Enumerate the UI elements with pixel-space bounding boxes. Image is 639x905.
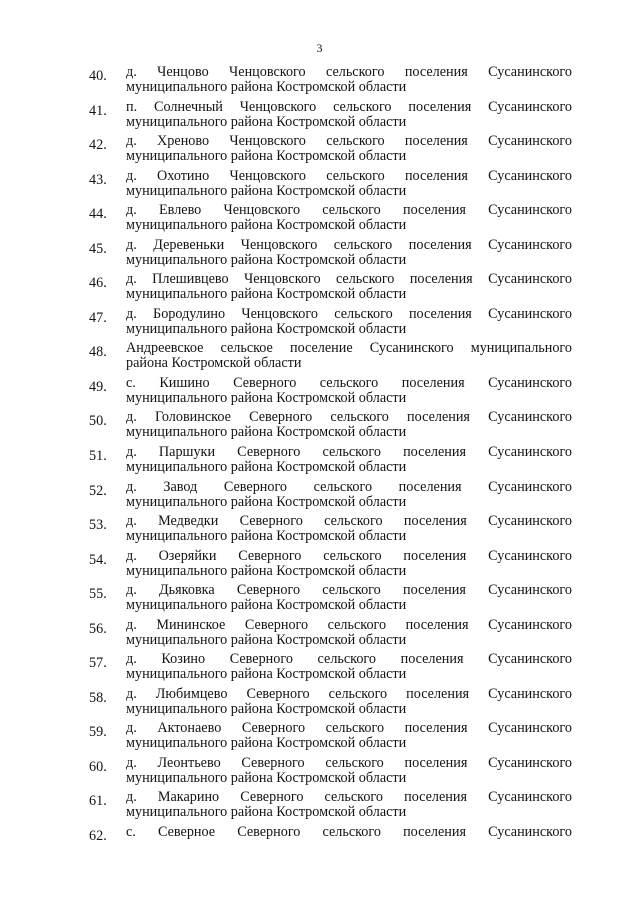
- item-text-line2: муниципального района Костромской области: [126, 148, 407, 165]
- item-text-line2: муниципального района Костромской области: [126, 459, 407, 476]
- item-number: 50.: [89, 413, 107, 430]
- item-text-line1: д. Завод Северного сельского поселения Сусанинского: [126, 478, 572, 495]
- item-text-line2: муниципального района Костромской области: [126, 286, 407, 303]
- list-item: [0, 479, 639, 514]
- item-number: 52.: [89, 482, 107, 499]
- list-item: [0, 375, 639, 410]
- item-text-line2: муниципального района Костромской области: [126, 528, 407, 545]
- item-text-line1: д. Любимцево Северного сельского поселения Сусанинского: [126, 685, 572, 702]
- item-number: 47.: [89, 309, 107, 326]
- item-text-line1: д. Паршуки Северного сельского поселения Сусанинского: [126, 444, 572, 461]
- item-number: 62.: [89, 828, 107, 845]
- item-number: 51.: [89, 448, 107, 465]
- item-text-line2: муниципального района Костромской области: [126, 182, 407, 199]
- page-number: 3: [316, 41, 323, 55]
- item-text-line2: муниципального района Костромской области: [126, 251, 407, 268]
- list-item: [0, 64, 639, 99]
- list-item: [0, 686, 639, 721]
- list-item: [0, 824, 639, 859]
- item-number: 61.: [89, 793, 107, 810]
- item-text-line2: муниципального района Костромской области: [126, 804, 407, 821]
- list-item: [0, 513, 639, 548]
- list-item: [0, 237, 639, 272]
- item-text-line2: муниципального района Костромской области: [126, 389, 407, 406]
- item-text-line1: д. Ченцово Ченцовского сельского поселения Сусанинского: [126, 64, 572, 80]
- item-text-line1: д. Леонтьево Северного сельского поселения Сусанинского: [126, 754, 572, 771]
- list-item: [0, 755, 639, 790]
- list-item: [0, 582, 639, 617]
- item-text-line1: д. Хреново Ченцовского сельского поселения Сусанинского: [126, 133, 572, 150]
- item-number: 60.: [89, 758, 107, 775]
- item-text-line1: д. Мининское Северного сельского поселения Сусанинского: [126, 616, 572, 633]
- item-number: 40.: [89, 68, 107, 84]
- item-number: 56.: [89, 620, 107, 637]
- item-number: 46.: [89, 275, 107, 292]
- list-item: [0, 789, 639, 824]
- item-text-line1: д. Актонаево Северного сельского поселения Сусанинского: [126, 720, 572, 737]
- settlement-list: [0, 64, 639, 859]
- item-text-line2: муниципального района Костромской области: [126, 666, 407, 683]
- item-text-line1: п. Солнечный Ченцовского сельского поселения Сусанинского: [126, 98, 572, 115]
- item-text-line2: муниципального района Костромской области: [126, 320, 407, 337]
- item-text-line1: Андреевское сельское поселение Сусанинского муниципального: [126, 340, 572, 357]
- item-number: 41.: [89, 102, 107, 119]
- item-text-line1: д. Головинское Северного сельского поселения Сусанинского: [126, 409, 572, 426]
- item-number: 43.: [89, 171, 107, 188]
- item-text-line1: д. Охотино Ченцовского сельского поселения Сусанинского: [126, 167, 572, 184]
- item-text-line2: муниципального района Костромской области: [126, 700, 407, 717]
- item-text-line2: муниципального района Костромской области: [126, 735, 407, 752]
- item-number: 53.: [89, 517, 107, 534]
- item-number: 57.: [89, 655, 107, 672]
- item-text-line2: муниципального района Костромской области: [126, 424, 407, 441]
- item-text-line1: с. Северное Северного сельского поселения Сусанинского: [126, 824, 572, 841]
- item-text-line1: д. Деревеньки Ченцовского сельского поселения Сусанинского: [126, 236, 572, 253]
- list-item: [0, 133, 639, 168]
- list-item: [0, 548, 639, 583]
- item-text-line2: муниципального района Костромской области: [126, 769, 407, 786]
- item-text-line1: д. Медведки Северного сельского поселения Сусанинского: [126, 513, 572, 530]
- list-item: [0, 720, 639, 755]
- item-text-line1: д. Бородулино Ченцовского сельского поселения Сусанинского: [126, 305, 572, 322]
- item-text-line1: с. Кишино Северного сельского поселения Сусанинского: [126, 374, 572, 391]
- list-item: [0, 340, 639, 375]
- item-text-line1: д. Озеряйки Северного сельского поселения Сусанинского: [126, 547, 572, 564]
- item-text-line1: д. Козино Северного сельского поселения Сусанинского: [126, 651, 572, 668]
- list-item: [0, 271, 639, 306]
- item-number: 44.: [89, 206, 107, 223]
- item-number: 54.: [89, 551, 107, 568]
- item-text-line1: д. Дьяковка Северного сельского поселения Сусанинского: [126, 582, 572, 599]
- list-item: [0, 202, 639, 237]
- list-item: [0, 306, 639, 341]
- list-item: [0, 99, 639, 134]
- item-number: 55.: [89, 586, 107, 603]
- list-item: [0, 444, 639, 479]
- item-text-line2: муниципального района Костромской области: [126, 79, 407, 95]
- item-number: 45.: [89, 240, 107, 257]
- item-text-line2: муниципального района Костромской области: [126, 493, 407, 510]
- item-text-line1: д. Плешивцево Ченцовского сельского поселения Сусанинского: [126, 271, 572, 288]
- item-text-line2: муниципального района Костромской области: [126, 597, 407, 614]
- item-text-line2: муниципального района Костромской области: [126, 113, 407, 130]
- item-text-line1: д. Макарино Северного сельского поселения Сусанинского: [126, 789, 572, 806]
- item-number: 59.: [89, 724, 107, 741]
- list-item: [0, 168, 639, 203]
- list-item: [0, 651, 639, 686]
- list-item: [0, 409, 639, 444]
- item-text-line2: района Костромской области: [126, 355, 302, 372]
- item-text-line2: муниципального района Костромской области: [126, 631, 407, 648]
- item-number: 48.: [89, 344, 107, 361]
- list-item: [0, 617, 639, 652]
- item-text-line2: муниципального района Костромской области: [126, 217, 407, 234]
- item-number: 49.: [89, 378, 107, 395]
- item-number: 42.: [89, 137, 107, 154]
- item-text-line2: муниципального района Костромской области: [126, 562, 407, 579]
- item-number: 58.: [89, 689, 107, 706]
- item-text-line1: д. Евлево Ченцовского сельского поселения Сусанинского: [126, 202, 572, 219]
